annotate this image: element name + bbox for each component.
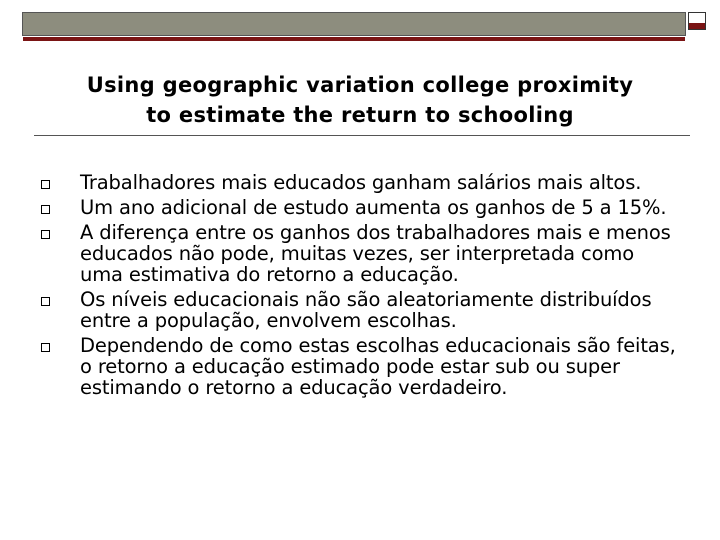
hollow-square-icon (41, 205, 50, 214)
header-band (22, 12, 686, 36)
slide-title (40, 70, 680, 130)
bullet-item (40, 335, 680, 398)
corner-decoration (688, 12, 706, 30)
hollow-square-icon (41, 230, 50, 239)
title-line-2: to estimate the return to schooling (146, 103, 574, 127)
bullet-text: Dependendo de como estas escolhas educacionais são feitas, o retorno a educação estimado pode estar sub ou super estimando o retorno a educação verdadeiro. (80, 334, 676, 399)
bullet-text: Um ano adicional de estudo aumenta os ganhos de 5 a 15%. (80, 196, 667, 219)
title-divider (34, 135, 690, 136)
bullet-item (40, 197, 680, 218)
title-line-1: Using geographic variation college proximity (86, 73, 634, 97)
bullet-item (40, 289, 680, 331)
bullet-item (40, 172, 680, 193)
bullet-text: Os níveis educacionais não são aleatoriamente distribuídos entre a população, envolvem escolhas. (80, 288, 652, 332)
bullet-text: A diferença entre os ganhos dos trabalhadores mais e menos educados não pode, muitas vezes, ser interpretada como uma estimativa do retorno a educação. (80, 221, 671, 286)
bullet-text: Trabalhadores mais educados ganham salários mais altos. (80, 171, 642, 194)
hollow-square-icon (41, 180, 50, 189)
hollow-square-icon (41, 343, 50, 352)
bullet-item (40, 222, 680, 285)
bullet-list (40, 172, 680, 402)
hollow-square-icon (41, 297, 50, 306)
